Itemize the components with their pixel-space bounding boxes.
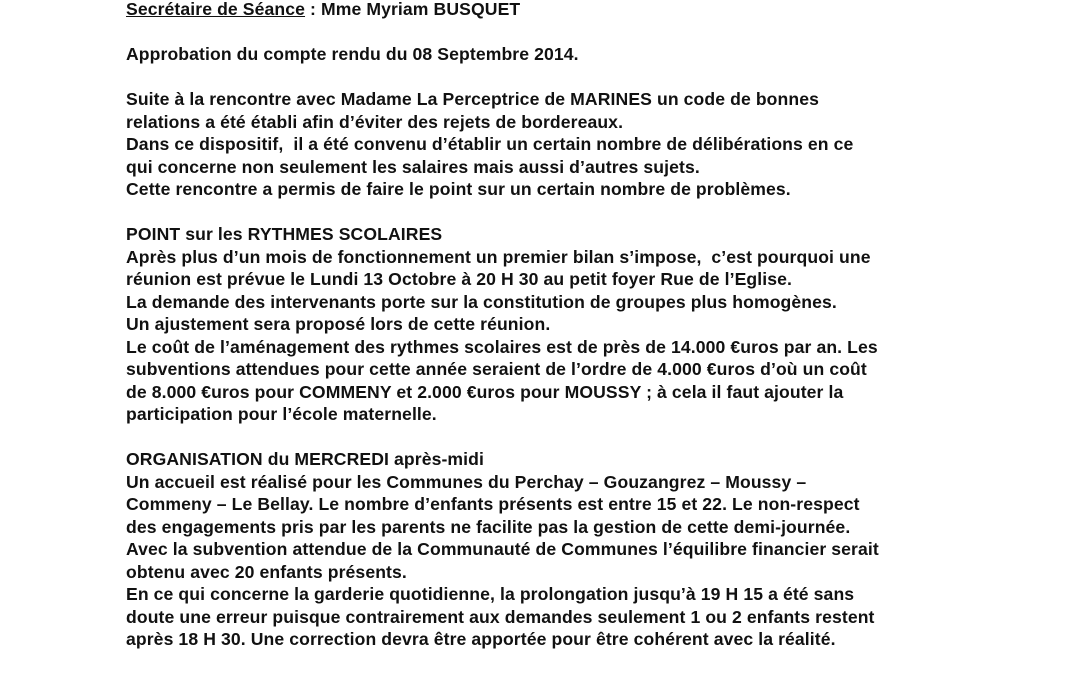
intro-line: Cette rencontre a permis de faire le point sur un certain nombre de problèmes.	[126, 179, 791, 199]
approval-line: Approbation du compte rendu du 08 Septembre 2014.	[126, 44, 579, 64]
mercredi-line: En ce qui concerne la garderie quotidienne, la prolongation jusqu’à 19 H 15 a été sans	[126, 584, 855, 604]
secretary-label: Secrétaire de Séance	[126, 0, 306, 19]
rythmes-line: Après plus d’un mois de fonctionnement un premier bilan s’impose, c’est pourquoi une	[126, 246, 871, 267]
rythmes-line: réunion est prévue le Lundi 13 Octobre à 20 H 30 au petit foyer Rue de l’Eglise.	[126, 269, 792, 289]
rythmes-line: de 8.000 €uros pour COMMENY et 2.000 €uros pour MOUSSY ; à cela il faut ajouter la	[126, 381, 844, 402]
mercredi-line: obtenu avec 20 enfants présents.	[126, 561, 407, 582]
rythmes-heading: POINT sur les RYTHMES SCOLAIRES	[126, 224, 443, 244]
rythmes-line: participation pour l’école maternelle.	[126, 404, 437, 424]
meeting-minutes	[126, 0, 1056, 651]
rythmes-line: Un ajustement sera proposé lors de cette réunion.	[126, 314, 551, 334]
mercredi-line: Avec la subvention attendue de la Communauté de Communes l’équilibre financier serait	[126, 539, 879, 559]
mercredi-section	[126, 448, 1056, 651]
intro-line: relations a été établi afin d’éviter des rejets de bordereaux.	[126, 111, 624, 132]
rythmes-section	[126, 223, 1056, 426]
mercredi-line: doute une erreur puisque contrairement aux demandes seulement 1 ou 2 enfants restent	[126, 606, 875, 627]
intro-line: qui concerne non seulement les salaires mais aussi d’autres sujets.	[126, 156, 700, 177]
mercredi-line: Un accueil est réalisé pour les Communes du Perchay – Gouzangrez – Moussy –	[126, 471, 807, 492]
intro-line: Suite à la rencontre avec Madame La Perceptrice de MARINES un code de bonnes	[126, 89, 819, 109]
secretary-separator: :	[305, 0, 321, 19]
mercredi-line: des engagements pris par les parents ne facilite pas la gestion de cette demi-journée.	[126, 516, 851, 537]
rythmes-line: Le coût de l’aménagement des rythmes scolaires est de près de 14.000 €uros par an. Les	[126, 336, 878, 357]
mercredi-line: Commeny – Le Bellay. Le nombre d’enfants présents est entre 15 et 22. Le non-respect	[126, 494, 860, 514]
mercredi-heading: ORGANISATION du MERCREDI après-midi	[126, 449, 485, 469]
rythmes-line: La demande des intervenants porte sur la constitution de groupes plus homogènes.	[126, 291, 837, 312]
intro-line: Dans ce dispositif, il a été convenu d’établir un certain nombre de délibérations en ce	[126, 134, 854, 154]
rythmes-line: subventions attendues pour cette année seraient de l’ordre de 4.000 €uros d’où un coût	[126, 359, 867, 379]
secretary-line	[126, 0, 1056, 21]
mercredi-line: après 18 H 30. Une correction devra être apportée pour être cohérent avec la réalité.	[126, 629, 836, 649]
intro-paragraph	[126, 88, 1056, 201]
secretary-name: Mme Myriam BUSQUET	[320, 0, 521, 19]
